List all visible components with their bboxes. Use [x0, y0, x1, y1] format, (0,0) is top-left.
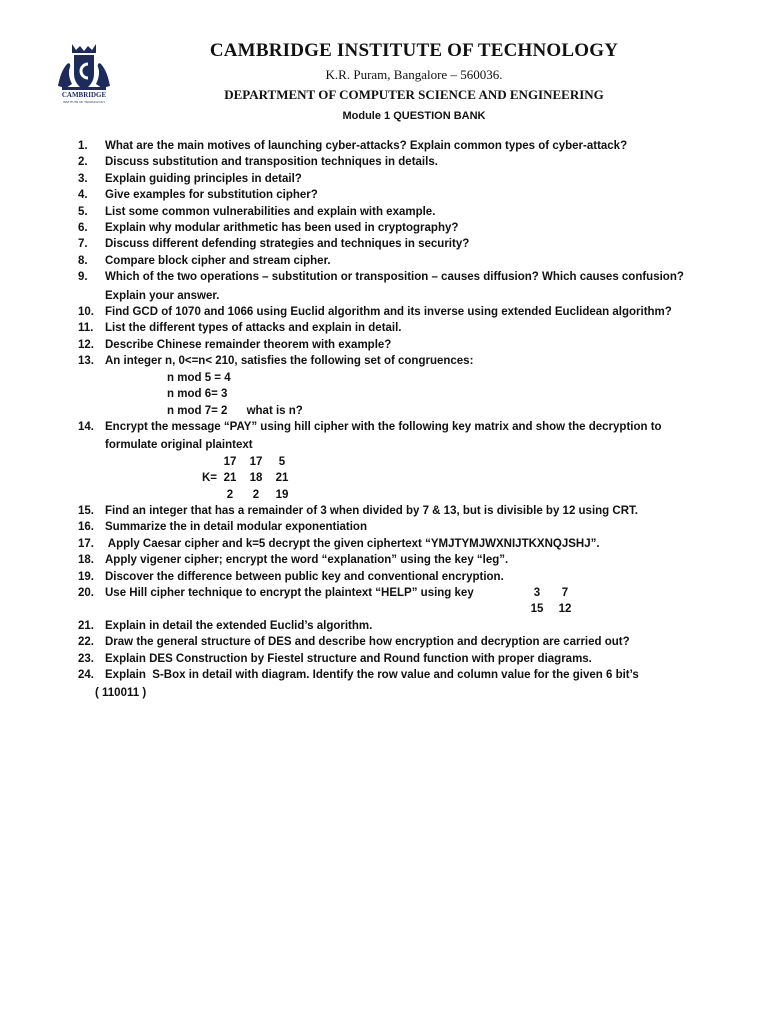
question-continuation: Explain your answer. [105, 289, 220, 302]
question-number: 18. [78, 554, 94, 567]
matrix-cell: 21 [223, 472, 237, 485]
question-item [78, 651, 718, 667]
question-number: 22. [78, 636, 94, 649]
question-item [78, 503, 718, 519]
institution-address: K.R. Puram, Bangalore – 560036. [325, 67, 503, 82]
question-text [105, 253, 718, 269]
question-number: 8. [78, 254, 88, 267]
question-text [105, 519, 718, 535]
key-matrix [197, 454, 297, 503]
matrix-cell: 17 [223, 455, 237, 468]
question-text [105, 304, 718, 320]
question-item [78, 171, 718, 187]
question-text [95, 667, 718, 702]
question-text [105, 187, 718, 203]
question-line: Explain in detail the extended Euclid’s algorithm. [105, 619, 373, 632]
key-cell: 15 [530, 603, 544, 616]
congruence-line: n mod 6= 3 [167, 388, 228, 401]
question-text [105, 204, 718, 220]
question-text [105, 585, 718, 618]
question-line: Explain guiding principles in detail? [105, 172, 302, 185]
question-item [78, 304, 718, 320]
key-cell: 7 [561, 586, 569, 599]
question-number: 2. [78, 156, 88, 169]
question-text [105, 171, 718, 187]
question-text [105, 419, 718, 503]
question-line: Describe Chinese remainder theorem with example? [105, 338, 392, 351]
matrix-cell: 2 [226, 488, 234, 501]
question-line: Explain why modular arithmetic has been used in cryptography? [105, 222, 459, 235]
question-item [78, 236, 718, 252]
question-number: 21. [78, 619, 94, 632]
question-item [78, 138, 718, 154]
question-line: Which of the two operations – substitution or transposition – causes diffusion? Which causes confusion? [105, 271, 684, 284]
cambridge-logo [52, 40, 116, 104]
question-number: 4. [78, 189, 88, 202]
question-text [105, 320, 718, 336]
question-number: 5. [78, 205, 88, 218]
question-text [105, 618, 718, 634]
matrix-cell: 21 [275, 472, 289, 485]
question-number: 23. [78, 652, 94, 665]
module-title: Module 1 QUESTION BANK [342, 110, 486, 122]
question-number: 14. [78, 420, 94, 433]
question-line: Discuss different defending strategies and techniques in security? [105, 238, 470, 251]
question-text [105, 269, 718, 304]
matrix-cell: 19 [275, 488, 289, 501]
question-text [105, 353, 718, 419]
question-text [105, 552, 718, 568]
question-line: List some common vulnerabilities and explain with example. [105, 205, 436, 218]
question-number: 17. [78, 537, 94, 550]
question-line: Encrypt the message “PAY” using hill cipher with the following key matrix and show the decryption to [105, 420, 662, 433]
matrix-cell: 18 [249, 472, 263, 485]
key-cell: 3 [533, 586, 541, 599]
question-line: Use Hill cipher technique to encrypt the plaintext “HELP” using key 3 7 15 12 [105, 585, 718, 601]
question-line: Find an integer that has a remainder of 3 when divided by 7 & 13, but is divisible by 12 using CRT. [105, 504, 638, 517]
question-line: An integer n, 0<=n< 210, satisfies the following set of congruences: [105, 355, 474, 368]
question-line: Explain DES Construction by Fiestel structure and Round function with proper diagrams. [105, 652, 592, 665]
question-text [105, 220, 718, 236]
question-number: 16. [78, 521, 94, 534]
question-number: 13. [78, 355, 94, 368]
question-item [78, 569, 718, 585]
question-text [105, 536, 718, 552]
question-number: 19. [78, 570, 94, 583]
question-line: Give examples for substitution cipher? [105, 189, 318, 202]
question-number: 9. [78, 271, 88, 284]
question-number: 15. [78, 504, 94, 517]
question-text [105, 154, 718, 170]
document-header [150, 40, 678, 124]
question-line: Find GCD of 1070 and 1066 using Euclid algorithm and its inverse using extended Euclidean algorithm? [105, 306, 672, 319]
question-line: Discuss substitution and transposition techniques in details. [105, 156, 438, 169]
question-number: 12. [78, 338, 94, 351]
question-item [78, 667, 718, 702]
question-list [78, 138, 718, 702]
matrix-cell: 2 [252, 488, 260, 501]
question-tail: what is n? [246, 404, 303, 417]
question-item [78, 253, 718, 269]
question-item [78, 552, 718, 568]
key-row [523, 601, 579, 617]
matrix-cell: 5 [278, 455, 286, 468]
question-line: Apply vigener cipher; encrypt the word “explanation” using the key “leg”. [105, 554, 509, 567]
question-continuation: ( 110011 ) [95, 687, 147, 700]
question-item [78, 269, 718, 304]
question-line: What are the main motives of launching cyber-attacks? Explain common types of cyber-attack? [105, 140, 628, 152]
question-item [78, 320, 718, 336]
institution-name: CAMBRIDGE INSTITUTE OF TECHNOLOGY [209, 40, 619, 61]
question-number: 7. [78, 238, 88, 251]
logo-text: CAMBRIDGE [61, 91, 107, 99]
question-number: 6. [78, 222, 88, 235]
logo-subtext: INSTITUTE OF TECHNOLOGY [62, 100, 106, 104]
congruence-line: n mod 5 = 4 [167, 371, 231, 384]
question-item [78, 337, 718, 353]
question-text [105, 337, 718, 353]
question-line: Discover the difference between public key and conventional encryption. [105, 570, 504, 583]
question-text [105, 503, 718, 519]
question-line: Draw the general structure of DES and describe how encryption and decryption are carried out? [105, 636, 630, 649]
hill-key-matrix [523, 585, 579, 618]
question-number: 10. [78, 306, 94, 319]
congruence-line: n mod 7= 2 what is n? [167, 404, 303, 417]
question-line: List the different types of attacks and explain in detail. [105, 322, 402, 335]
question-continuation: formulate original plaintext [105, 439, 253, 452]
question-item [78, 353, 718, 419]
question-line: Summarize the in detail modular exponentiation [105, 521, 367, 534]
question-item [78, 204, 718, 220]
question-number: 24. [78, 669, 94, 681]
question-item [78, 519, 718, 535]
question-line: Apply Caesar cipher and k=5 decrypt the given ciphertext “YMJTYMJWXNIJTKXNQJSHJ”. [105, 537, 600, 550]
question-line: Explain S-Box in detail with diagram. Identify the row value and column value for the given 6 bit’s [105, 669, 639, 681]
question-item [78, 220, 718, 236]
matrix-label: K= [201, 472, 217, 485]
matrix-row [197, 470, 297, 486]
matrix-row [197, 454, 297, 470]
matrix-row [197, 487, 297, 503]
question-text [105, 138, 718, 154]
question-number: 11. [78, 322, 94, 335]
spacer-line [105, 601, 718, 617]
question-number: 3. [78, 172, 88, 185]
key-cell: 12 [558, 603, 572, 616]
question-item [78, 419, 718, 503]
question-item [78, 536, 718, 552]
question-item [78, 187, 718, 203]
question-text [105, 569, 718, 585]
department-name: DEPARTMENT OF COMPUTER SCIENCE AND ENGINEERING [224, 87, 604, 102]
question-item [78, 585, 718, 618]
key-row [523, 585, 579, 601]
question-item [78, 618, 718, 634]
question-text [105, 651, 718, 667]
question-item [78, 154, 718, 170]
matrix-label [197, 487, 219, 503]
matrix-cell: 17 [249, 455, 263, 468]
matrix-label [197, 454, 219, 470]
question-number: 1. [78, 140, 88, 152]
question-number: 20. [78, 586, 94, 599]
question-text [105, 236, 718, 252]
question-text [105, 634, 718, 650]
question-line: Compare block cipher and stream cipher. [105, 254, 331, 267]
question-item [78, 634, 718, 650]
